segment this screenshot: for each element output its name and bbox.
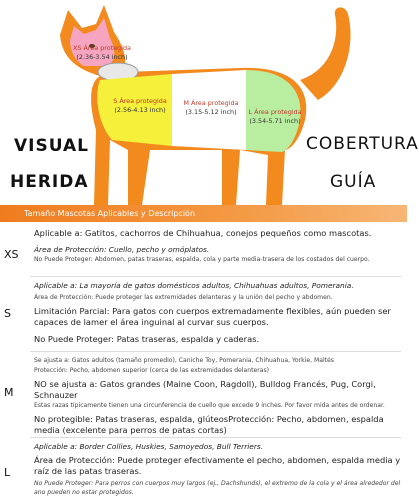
size-code-m: M: [4, 386, 14, 399]
row-divider: [30, 276, 401, 277]
s-protection: Área de Protección: Puede proteger las extremidades delanteras y la unión del pecho y abdomen.: [34, 294, 333, 301]
m-does-not-fit: NO se ajusta a: Gatos grandes (Maine Coon, Ragdoll), Bulldog Francés, Pug, Corgi, Schnauzer: [34, 379, 376, 400]
s-partial-limitation: Limitación Parcial: Para gatos con cuerpos extremadamente flexibles, aún pueden ser capaces de lamer el área inguinal al curvar sus cuerpos.: [34, 306, 391, 327]
s-cannot-protect: No Puede Proteger: Patas traseras, espalda y caderas.: [34, 334, 260, 344]
m-zone-range: (3.15-5.12 inch): [185, 108, 237, 116]
l-cannot-protect: No Puede Proteger: Para perros con cuerpos muy largos (ej., Dachshunds), el extremo de la cola y el área alrededor del ano pueden no estar protegidos.: [34, 480, 401, 496]
size-code-s: S: [4, 307, 11, 320]
herida-title: HERIDA: [10, 172, 89, 192]
visual-title: VISUAL: [14, 136, 89, 156]
size-row-m: [0, 354, 407, 434]
xs-zone-title: XS Área protegida: [73, 44, 131, 52]
cat-tail: [300, 7, 351, 100]
m-zone-label: [175, 99, 247, 117]
cobertura-title: COBERTURA: [306, 134, 419, 154]
m-protection: Protección: Pecho, abdomen superior (cerca de las extremidades delanteras): [34, 367, 270, 374]
row-divider: [30, 437, 401, 438]
l-protection: Área de Protección: Puede proteger efectivamente el pecho, abdomen, espalda media y raíz de las patas traseras.: [34, 455, 401, 476]
m-fits: Se ajusta a: Gatos adultos (tamaño promedio), Caniche Toy, Pomerania, Chihuahua, Yorkie, Maltés: [34, 357, 334, 364]
size-row-s: [0, 279, 407, 351]
s-zone-title: S Área protegida: [113, 97, 167, 105]
xs-zone-label: [64, 44, 140, 62]
size-code-l: L: [4, 466, 11, 479]
m-not-protectable: No protegible: Patas traseras, espalda, glúteosProtección: Pecho, abdomen, espalda media (excelente para perros de patas cortas): [34, 414, 384, 435]
sizes-header-bar: Tamaño Mascotas Aplicables y Descripción: [0, 205, 407, 222]
m-measure-note: Estas razas típicamente tienen una circunferencia de cuello que excede 9 inches. Por favor mida antes de ordenar.: [34, 402, 385, 409]
l-zone-range: (3.54-5.71 inch): [249, 117, 301, 125]
xs-protection: Área de Protección: Cuello, pecho y omóplatos.: [34, 245, 210, 254]
guia-title: GUÍA: [330, 172, 377, 192]
cat-coverage-illustration: [0, 0, 419, 205]
xs-applicable: Aplicable a: Gatitos, cachorros de Chihuahua, conejos pequeños como mascotas.: [34, 228, 372, 238]
l-applicable: Aplicable a: Border Collies, Huskies, Samoyedos, Bull Terriers.: [34, 442, 264, 451]
row-divider: [30, 351, 401, 352]
l-zone-label: [244, 108, 306, 126]
xs-zone-range: (2.36-3.54 inch): [76, 53, 128, 61]
l-zone-title: L Área protegida: [248, 108, 302, 116]
s-applicable: Aplicable a: La mayoría de gatos domésticos adultos, Chihuahuas adultos, Pomerania.: [34, 281, 354, 290]
size-row-l: [0, 440, 407, 500]
size-code-xs: XS: [4, 248, 19, 261]
xs-cannot-protect: No Puede Proteger: Abdomen, patas traseras, espalda, cola y parte media-trasera de los costados del cuerpo.: [34, 256, 370, 263]
s-zone-label: [105, 97, 175, 115]
m-zone-title: M Área protegida: [183, 99, 239, 107]
s-zone-range: (2.56-4.13 inch): [114, 106, 166, 114]
